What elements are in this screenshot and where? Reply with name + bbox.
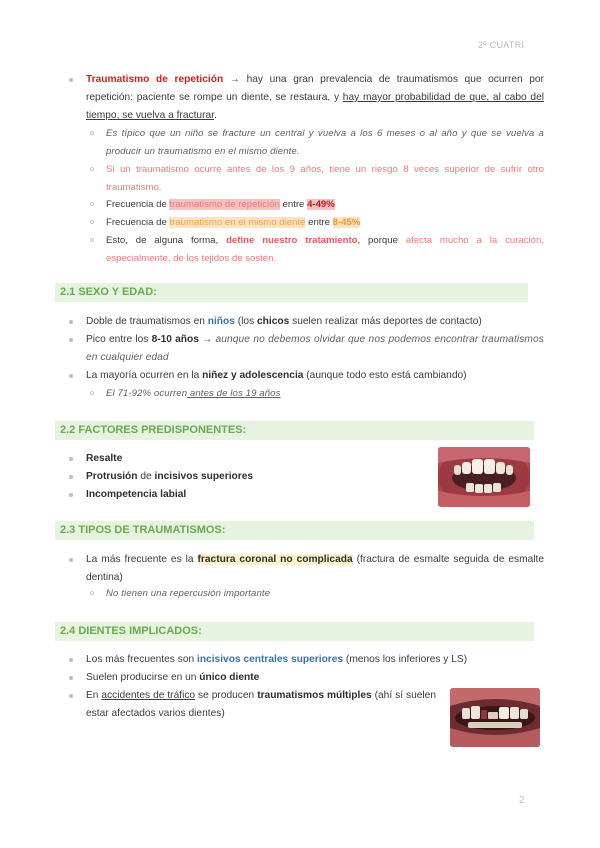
sub-bullet-71-92 xyxy=(106,385,544,403)
text: Frecuencia de xyxy=(106,217,170,228)
term-traumatismo-repeticion: Traumatismo de repetición xyxy=(86,74,224,85)
highlight: fractura coronal no complicada xyxy=(197,554,353,565)
highlight: traumatismo de repetición xyxy=(169,199,280,210)
bullet-doble-traumatismos xyxy=(86,313,544,331)
bullet-unico-diente xyxy=(86,669,544,687)
bullet-accidentes xyxy=(86,687,436,723)
text: entre xyxy=(305,217,333,228)
text: Suelen producirse en un xyxy=(86,672,200,683)
photo-protrusion-incisivos xyxy=(438,447,530,507)
note: aunque no debemos olvidar que nos podemos encontrar traumatismos en cualquier edad xyxy=(86,334,544,363)
text: Esto, de alguna forma, xyxy=(106,235,227,246)
intro-underlined: hay mayor probabilidad de que, al cabo del tiempo, se vuelva a fracturar xyxy=(86,92,544,121)
term: Protrusión xyxy=(86,471,138,482)
text: La mayoría ocurren en la xyxy=(86,370,203,381)
sub-bullet-frecuencia-repeticion xyxy=(106,196,544,214)
photo-traumatismo-multiple xyxy=(450,688,540,747)
text: En xyxy=(86,690,102,701)
term-ninos: niños xyxy=(207,316,235,327)
heading-tipos: 2.3 TIPOS DE TRAUMATISMOS: xyxy=(55,521,534,540)
text: Pico entre los xyxy=(86,334,152,345)
text: La más frecuente es la xyxy=(86,554,198,565)
header-tag: 2º CUATRI xyxy=(478,40,525,50)
text: (aunque todo esto está cambiando) xyxy=(303,370,467,381)
intro-end: . xyxy=(213,110,217,121)
underlined: accidentes de tráfico xyxy=(101,690,196,701)
percentage: 8-45% xyxy=(332,217,361,228)
text: (fractura de esmalte seguida de esmalte dentina) xyxy=(86,554,545,583)
text: de xyxy=(137,471,155,482)
text: (los xyxy=(234,316,257,327)
term: incisivos superiores xyxy=(154,471,254,482)
text: entre xyxy=(279,199,308,210)
sub-bullet-repercusion: No tienen una repercusión importante xyxy=(106,585,544,603)
bullet-fractura-coronal xyxy=(86,551,544,587)
text: El 71-92% ocurren xyxy=(106,388,188,399)
page-number: 2 xyxy=(519,795,525,806)
bullet-protrusion xyxy=(86,468,386,486)
arrow: → xyxy=(223,74,247,85)
underlined: antes de los 19 años xyxy=(187,388,281,399)
text: Frecuencia de xyxy=(106,199,170,210)
heading-sexo-edad: 2.1 SEXO Y EDAD: xyxy=(55,283,528,302)
term-edad: 8-10 años xyxy=(151,334,199,345)
intro-text: hay una gran prevalencia de traumatismos que ocurren por repetición: paciente se rompe un diente, se restaura, y xyxy=(86,74,544,103)
sub-bullet-define-tratamiento xyxy=(106,232,544,268)
bullet-pico xyxy=(86,331,544,367)
bullet-incompetencia: Incompetencia labial xyxy=(86,486,386,504)
term-chicos: chicos xyxy=(257,316,290,327)
text: (menos los inferiores y LS) xyxy=(343,654,468,665)
sub-bullet-frecuencia-mismo-diente xyxy=(106,214,544,232)
bullet-traumatismo-repeticion xyxy=(86,71,544,125)
text: se producen xyxy=(195,690,258,701)
heading-factores: 2.2 FACTORES PREDISPONENTES: xyxy=(55,421,534,440)
text: (ahí sí suelen estar afectados varios dientes) xyxy=(86,690,437,719)
mouth-photo-graphic xyxy=(438,447,530,507)
term: único diente xyxy=(199,672,260,683)
mouth-photo-graphic xyxy=(450,688,540,747)
text: Los más frecuentes son xyxy=(86,654,197,665)
arrow: → xyxy=(198,334,216,345)
bullet-mayoria xyxy=(86,367,544,385)
heading-dientes: 2.4 DIENTES IMPLICADOS: xyxy=(55,622,534,641)
term-incisivos: incisivos centrales superiores xyxy=(197,654,344,665)
text: , porque xyxy=(357,235,406,246)
term-ninez: niñez y adolescencia xyxy=(202,370,304,381)
term: traumatismos múltiples xyxy=(257,690,372,701)
emphasis: afecta mucho a la curación, especialmente, de los tejidos de sostén. xyxy=(106,235,544,264)
highlight: traumatismo en el mismo diente xyxy=(169,217,306,228)
bullet-mas-frecuentes xyxy=(86,651,544,669)
percentage: 4-49% xyxy=(307,199,335,210)
emphasis: define nuestro tratamiento xyxy=(226,235,358,246)
text: Doble de traumatismos en xyxy=(86,316,208,327)
sub-bullet-tipico: Es típico que un niño se fracture un central y vuelva a los 6 meses o al año y que se vuelva a producir un traumatismo en el mismo diente. xyxy=(106,125,544,161)
sub-bullet-antes-9-anos: Si un traumatismo ocurre antes de los 9 años, tiene un riesgo 8 veces superior de sufrir otro traumatismo. xyxy=(106,161,544,197)
text: suelen realizar más deportes de contacto) xyxy=(289,316,482,327)
bullet-resalte: Resalte xyxy=(86,450,386,468)
